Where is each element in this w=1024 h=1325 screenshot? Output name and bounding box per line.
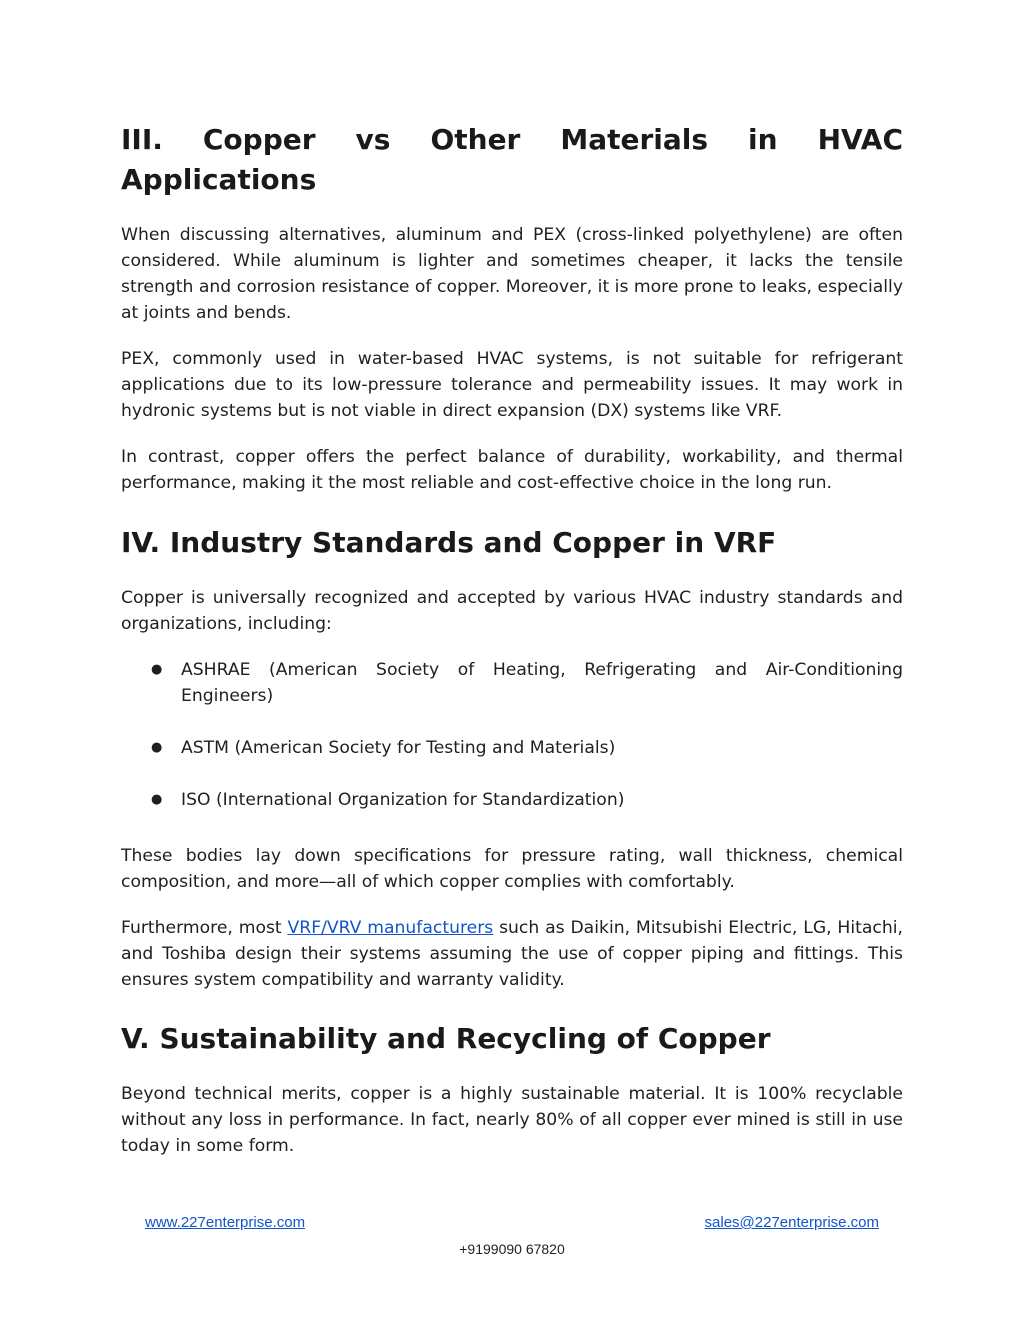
list-item [121,735,903,761]
standards-list [121,657,903,813]
manufacturers-text-after: such as Daikin, Mitsubishi Electric, LG, Hitachi, and Toshiba design their systems assuming the use of copper piping and fittings. This ensures system compatibility and warranty validity. [121,918,903,990]
section-4-paragraph-after-list: These bodies lay down specifications for pressure rating, wall thickness, chemical composition, and more—all of which copper complies with comfortably. [121,846,903,892]
bullet-icon: ● [151,792,163,807]
manufacturers-text-before: Furthermore, most [121,918,288,938]
section-4-intro: Copper is universally recognized and accepted by various HVAC industry standards and organizations, including: [121,588,903,634]
list-item-text: ASTM (American Society for Testing and Materials) [181,738,616,758]
section-5-paragraph: Beyond technical merits, copper is a highly sustainable material. It is 100% recyclable without any loss in performance. In fact, nearly 80% of all copper ever mined is still in use today in some form. [121,1084,903,1156]
list-item-text: ISO (International Organization for Standardization) [181,790,625,810]
vrf-manufacturers-link[interactable]: VRF/VRV manufacturers [287,918,494,938]
list-item [121,657,903,709]
footer-website [145,1214,305,1231]
section-3-paragraph-3: In contrast, copper offers the perfect balance of durability, workability, and thermal performance, making it the most reliable and cost-effective choice in the long run. [121,447,903,493]
section-4-heading: IV. Industry Standards and Copper in VRF [121,526,777,559]
list-item [121,787,903,813]
section-3-paragraph-2: PEX, commonly used in water-based HVAC systems, is not suitable for refrigerant applications due to its low-pressure tolerance and permeability issues. It may work in hydronic systems but is not viable in direct expansion (DX) systems like VRF. [121,349,903,421]
footer-phone: +9199090 67820 [459,1241,565,1257]
list-item-text: ASHRAE (American Society of Heating, Refrigerating and Air-Conditioning Engineers) [181,660,903,706]
section-3-heading-line2: Applications [121,163,317,196]
bullet-icon: ● [151,662,163,677]
section-3-paragraph-1: When discussing alternatives, aluminum and PEX (cross-linked polyethylene) are often considered. While aluminum is lighter and sometimes cheaper, it lacks the tensile strength and corrosion resistance of copper. Moreover, it is more prone to leaks, especially at joints and bends. [121,225,903,323]
website-link[interactable]: www.227enterprise.com [145,1214,306,1231]
email-link[interactable]: sales@227enterprise.com [704,1214,879,1231]
section-3-heading-line1: III. Copper vs Other Materials in HVAC [121,123,903,156]
bullet-icon: ● [151,740,163,755]
page-content [121,120,903,1159]
section-3-heading [121,120,903,200]
section-4-paragraph-manufacturers [121,915,903,993]
section-5-heading: V. Sustainability and Recycling of Copper [121,1022,771,1055]
footer-email [705,1214,879,1231]
